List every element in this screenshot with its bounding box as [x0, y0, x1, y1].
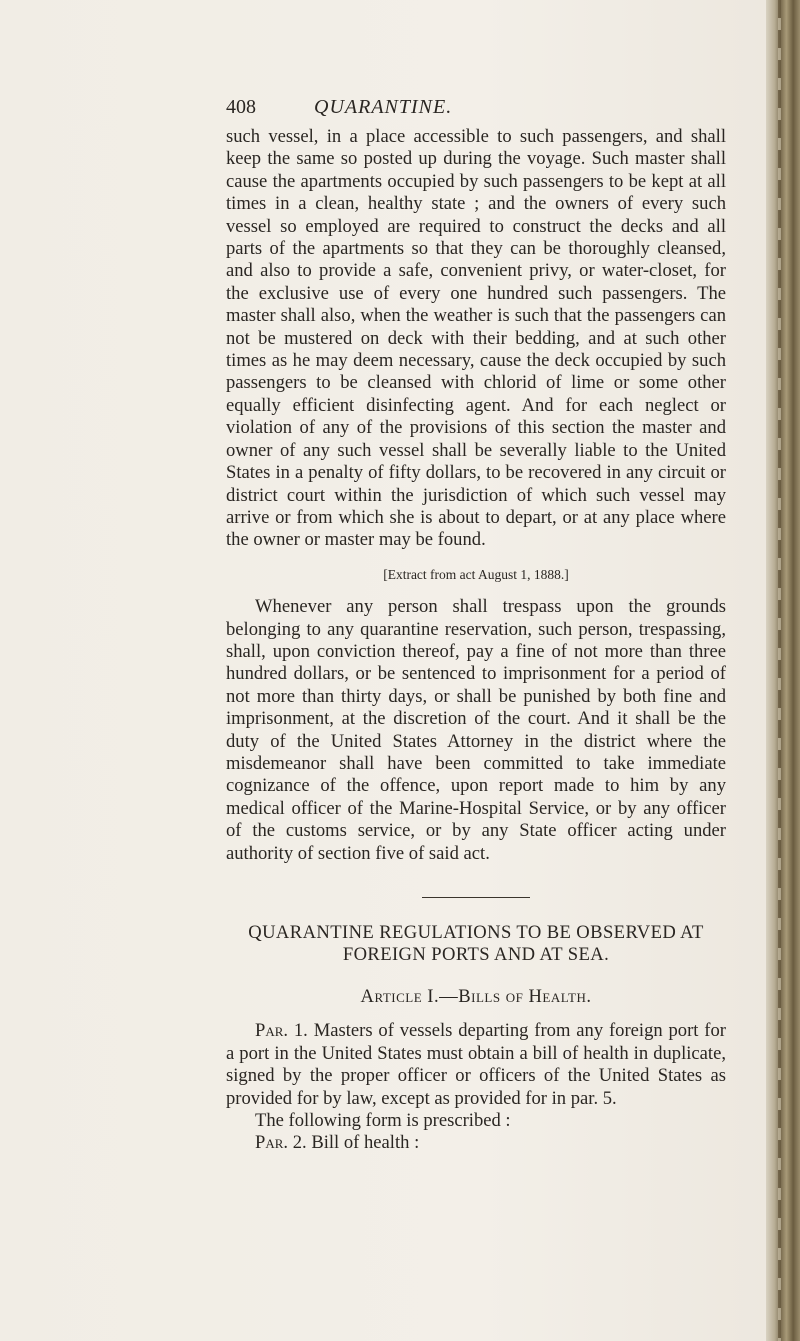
- par-2-label: Par. 2.: [255, 1132, 307, 1154]
- paragraph-par-2: [226, 1132, 726, 1154]
- par-1-text: Masters of vessels departing from any foreign port for a port in the United States must obtain a bill of health in duplicate, signed by the proper officer or officers of the United States as provided for by law, except as provided for in par. 5.: [226, 1020, 726, 1109]
- book-binding-edge: [766, 0, 800, 1341]
- par-1-label: Par. 1.: [255, 1020, 308, 1042]
- section-title-line-2: FOREIGN PORTS AND AT SEA.: [342, 944, 610, 965]
- par-2-text: Bill of health :: [311, 1132, 420, 1154]
- paragraph-par-1: [226, 1020, 726, 1110]
- extract-note: [Extract from act August 1, 1888.]: [383, 566, 569, 582]
- article-heading: Article I.—Bills of Health.: [360, 986, 592, 1007]
- page-header: [226, 96, 746, 124]
- form-line: The following form is prescribed :: [255, 1110, 511, 1132]
- section-divider: [422, 897, 530, 898]
- running-title: QUARANTINE.: [314, 96, 453, 118]
- section-title-line-1: QUARANTINE REGULATIONS TO BE OBSERVED AT: [248, 922, 704, 943]
- section-title: [226, 922, 726, 966]
- page-number: 408: [226, 96, 256, 118]
- paragraph-continuation: such vessel, in a place accessible to such passengers, and shall keep the same so posted up during the voyage. Such master shall cause the apartments occupied by such passengers to be kept at all times in a clean, healthy state ; and the owners of every such vessel so employed are required to construct the decks and all parts of the apartments so that they can be thoroughly cleansed, and also to provide a safe, convenient privy, or water-closet, for the exclusive use of every one hundred such passengers. The master shall also, when the weather is such that the passengers can not be mustered on deck with their bedding, and at such other times as he may deem necessary, cause the deck occupied by such passengers to be cleansed with chlorid of lime or some other equally efficient disinfecting agent. And for each neglect or violation of any of the provisions of this section the master and owner of any such vessel shall be severally liable to the United States in a penalty of fifty dollars, to be recovered in any circuit or district court within the jurisdiction of which such vessel may arrive or from which she is about to depart, or at any place where the owner or master may be found.: [226, 126, 726, 551]
- page-body: [226, 126, 726, 1155]
- paragraph-trespass: Whenever any person shall trespass upon the grounds belonging to any quarantine reservation, such person, trespassing, shall, upon conviction thereof, pay a fine of not more than three hundred dollars, or be sentenced to imprisonment for a period of not more than thirty days, or shall be punished by both fine and imprisonment, at the discretion of the court. And it shall be the duty of the United States Attorney in the district where the misdemeanor shall have been committed to take immediate cognizance of the offence, upon report made to him by any medical officer of the Marine-Hospital Service, or by any officer of the customs service, or by any State officer acting under authority of section five of said act.: [226, 596, 726, 864]
